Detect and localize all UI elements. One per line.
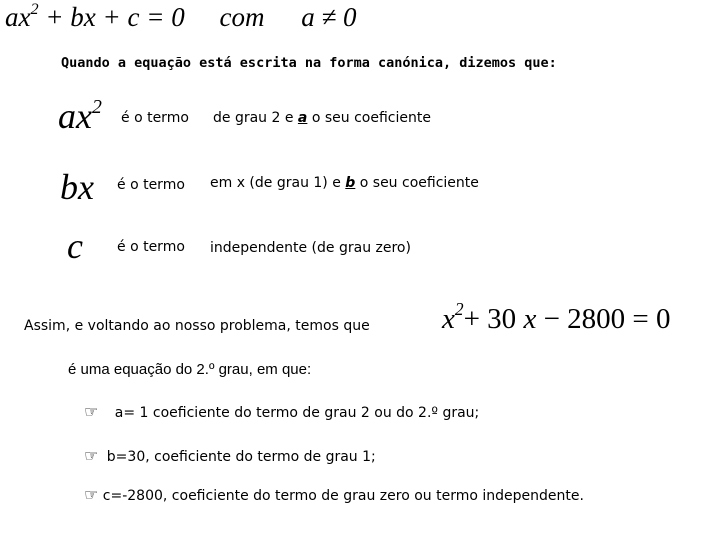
- term-c-label: é o termo: [117, 239, 185, 255]
- assim-text: Assim, e voltando ao nosso problema, temos que: [24, 318, 370, 334]
- eq-condition: a ≠ 0: [301, 2, 357, 32]
- term-c-symbol: c: [67, 226, 83, 266]
- eq-exponent: 2: [30, 0, 39, 18]
- bullet-b: ☞ b=30, coeficiente do termo de grau 1;: [84, 446, 376, 465]
- bullet-a: ☞ a= 1 coeficiente do termo de grau 2 ou do 2.º grau;: [84, 402, 480, 421]
- coefficient-b: b: [345, 175, 356, 191]
- problem-equation: $x^2+ 30$ x − 2800 = 0: [442, 298, 671, 335]
- term-bx-symbol: bx: [60, 167, 94, 207]
- eq-rest: + bx + c = 0: [45, 2, 185, 32]
- eq-com: com: [219, 2, 265, 32]
- term-ax2-symbol: $ax^2$: [58, 96, 102, 136]
- pointing-hand-icon: ☞: [84, 446, 99, 465]
- coefficient-a: a: [297, 110, 308, 126]
- eq-ax: ax: [5, 2, 31, 32]
- pointing-hand-icon: ☞: [84, 402, 99, 421]
- term-bx-description: em x (de grau 1) e b o seu coeficiente: [210, 175, 479, 191]
- term-c-description: independente (de grau zero): [210, 240, 411, 256]
- general-equation: [5, 2, 357, 33]
- bullet-c: ☞ c=-2800, coeficiente do termo de grau zero ou termo independente.: [84, 485, 584, 504]
- pointing-hand-icon: ☞: [84, 485, 99, 504]
- term-bx-label: é o termo: [117, 177, 185, 193]
- term-ax2-description: de grau 2 e a o seu coeficiente: [213, 110, 431, 126]
- intro-text: Quando a equação está escrita na forma canónica, dizemos que:: [61, 55, 557, 71]
- term-ax2-label: é o termo: [121, 110, 189, 126]
- second-degree-text: é uma equação do 2.º grau, em que:: [68, 361, 312, 378]
